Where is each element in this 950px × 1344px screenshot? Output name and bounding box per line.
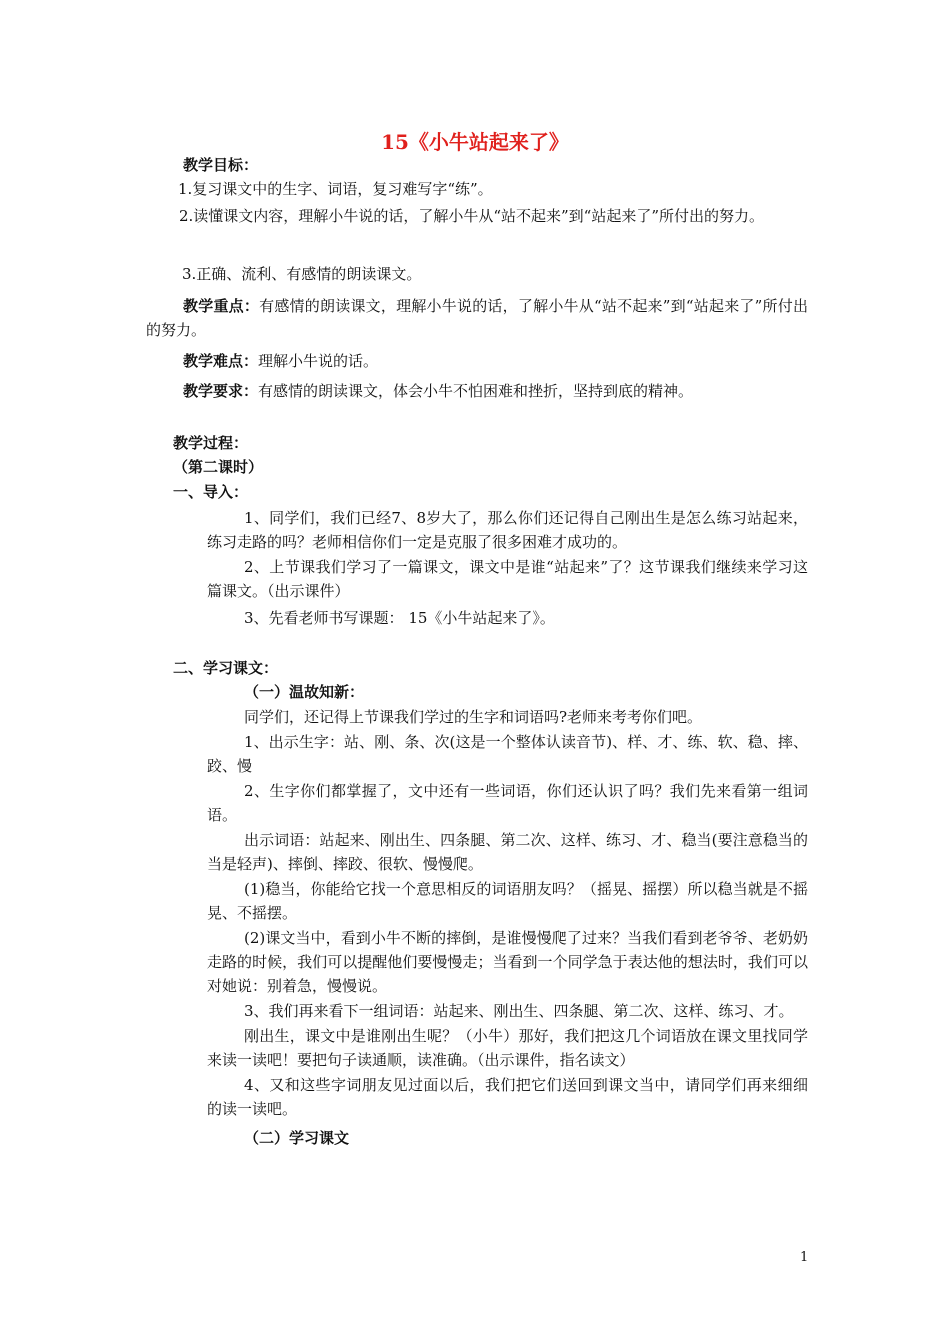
section2-sub2: （二）学习课文: [244, 1129, 350, 1147]
key-points-label: 教学重点：: [183, 297, 260, 315]
key-points-text: 有感情的朗读课文，理解小牛说的话，了解小牛从“站不起来”到“站起来了”所付出的努力。: [146, 297, 808, 339]
section2-heading: 二、学习课文：: [173, 659, 279, 677]
difficulty-label: 教学难点：: [183, 352, 259, 370]
section2-para-6: (2)课文当中，看到小牛不断的摔倒，是谁慢慢爬了过来？当我们看到老爷爷、老奶奶走路的时候，我们可以提醒他们要慢慢走；当看到一个同学急于表达他的想法时，我们可以对她说：别着急，慢慢说。: [207, 929, 808, 995]
section1-para-3: 3、先看老师书写课题： 15《小牛站起来了》。: [244, 609, 555, 627]
page-number: 1: [800, 1250, 809, 1265]
requirement-label: 教学要求：: [183, 382, 259, 400]
section2-para-5: (1)稳当，你能给它找一个意思相反的词语朋友吗？（摇晃、摇摆）所以稳当就是不摇晃、不摇摆。: [207, 880, 808, 922]
section1-para-2: 2、上节课我们学习了一篇课文，课文中是谁“站起来”了？这节课我们继续来学习这篇课文。（出示课件）: [207, 558, 808, 600]
goals-heading: 教学目标：: [183, 156, 259, 174]
difficulty-text: 理解小牛说的话。: [258, 352, 379, 370]
section2-para-7: 3、我们再来看下一组词语：站起来、刚出生、四条腿、第二次、这样、练习、才。: [244, 1002, 794, 1020]
section1-para-1: 1、同学们，我们已经7、8岁大了，那么你们还记得自己刚出生是怎么练习站起来，练习走路的吗？老师相信你们一定是克服了很多困难才成功的。: [207, 509, 808, 551]
section2-para-4: 出示词语：站起来、刚出生、四条腿、第二次、这样、练习、才、稳当(要注意稳当的当是轻声)、摔倒、摔跤、很软、慢慢爬。: [207, 831, 808, 873]
requirement-text: 有感情的朗读课文，体会小牛不怕困难和挫折，坚持到底的精神。: [258, 382, 694, 400]
section2-para-9: 4、又和这些字词朋友见过面以后，我们把它们送回到课文当中，请同学们再来细细的读一读吧。: [207, 1076, 808, 1118]
section2-para-3: 2、生字你们都掌握了，文中还有一些词语，你们还认识了吗？我们先来看第一组词语。: [207, 782, 808, 824]
section2-sub1: （一）温故知新：: [244, 683, 365, 701]
section2-para-8: 刚出生，课文中是谁刚出生呢？（小牛）那好，我们把这几个词语放在课文里找同学来读一读吧！要把句子读通顺，读准确。（出示课件，指名读文）: [207, 1027, 808, 1069]
section1-heading: 一、导入：: [173, 483, 249, 501]
lesson-label: （第二课时）: [173, 458, 264, 476]
difficulty: [183, 351, 378, 371]
goal-3: 3.正确、流利、有感情的朗读课文。: [182, 265, 422, 283]
process-heading: 教学过程：: [173, 434, 249, 452]
key-points: [146, 294, 808, 342]
goal-1: 1.复习课文中的生字、词语，复习难写字“练”。: [178, 180, 493, 198]
section2-para-1: 同学们，还记得上节课我们学过的生字和词语吗?老师来考考你们吧。: [244, 708, 703, 726]
section2-para-2: 1、出示生字：站、刚、条、次(这是一个整体认读音节)、样、才、练、软、稳、摔、跤、慢: [207, 733, 808, 775]
lesson-title: 15《小牛站起来了》: [381, 130, 569, 154]
goal-2: 2.读懂课文内容，理解小牛说的话，了解小牛从“站不起来”到“站起来了”所付出的努力。: [179, 207, 764, 225]
requirement: [183, 381, 693, 401]
